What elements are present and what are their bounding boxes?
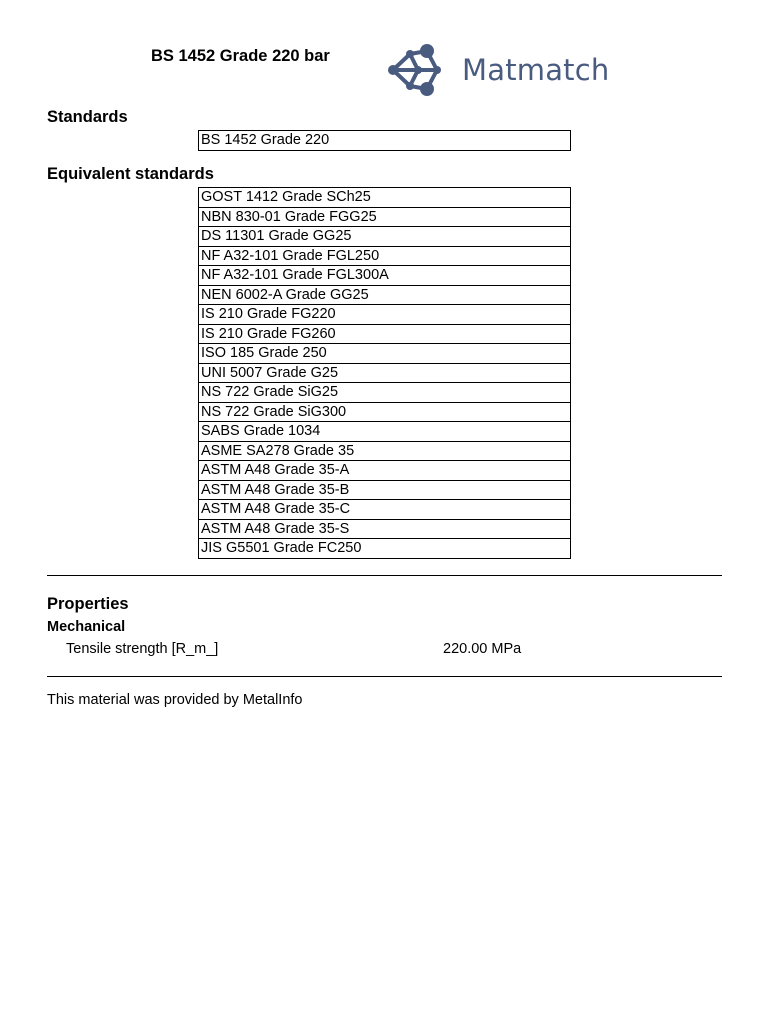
equivalent-standard-item: DS 11301 Grade GG25 [199,227,570,247]
mechanical-heading: Mechanical [47,619,126,635]
equivalent-standard-item: ASTM A48 Grade 35-A [199,461,570,481]
equivalent-standard-item: GOST 1412 Grade SCh25 [199,188,570,208]
equivalent-standard-item: NF A32-101 Grade FGL250 [199,247,570,267]
property-value: 220.00 MPa [443,641,522,657]
equivalent-standard-item: UNI 5007 Grade G25 [199,364,570,384]
matmatch-logo-icon [383,42,447,100]
equivalent-standard-item: SABS Grade 1034 [199,422,570,442]
standards-table [198,130,571,151]
section-divider [47,575,722,576]
standard-item: BS 1452 Grade 220 [199,131,570,151]
logo-text: Matmatch [462,53,610,87]
matmatch-logo [383,42,623,100]
equivalent-standard-item: NS 722 Grade SiG300 [199,403,570,423]
equivalent-standard-item: NEN 6002-A Grade GG25 [199,286,570,306]
provider-note: This material was provided by MetalInfo [47,692,303,708]
equivalent-standard-item: ISO 185 Grade 250 [199,344,570,364]
properties-heading: Properties [47,595,129,613]
equivalent-standard-item: IS 210 Grade FG260 [199,325,570,345]
equivalent-standards-table [198,187,571,559]
equivalent-standard-item: ASTM A48 Grade 35-S [199,520,570,540]
equivalent-standard-item: NF A32-101 Grade FGL300A [199,266,570,286]
equivalent-standard-item: JIS G5501 Grade FC250 [199,539,570,559]
standards-heading: Standards [47,108,128,126]
equivalent-standard-item: NS 722 Grade SiG25 [199,383,570,403]
document-title: BS 1452 Grade 220 bar [151,47,330,65]
section-divider [47,676,722,677]
equivalent-standard-item: ASTM A48 Grade 35-C [199,500,570,520]
equivalent-standard-item: ASME SA278 Grade 35 [199,442,570,462]
property-name: Tensile strength [R_m_] [66,641,219,657]
equivalent-standards-heading: Equivalent standards [47,165,214,183]
equivalent-standard-item: IS 210 Grade FG220 [199,305,570,325]
equivalent-standard-item: ASTM A48 Grade 35-B [199,481,570,501]
equivalent-standard-item: NBN 830-01 Grade FGG25 [199,208,570,228]
